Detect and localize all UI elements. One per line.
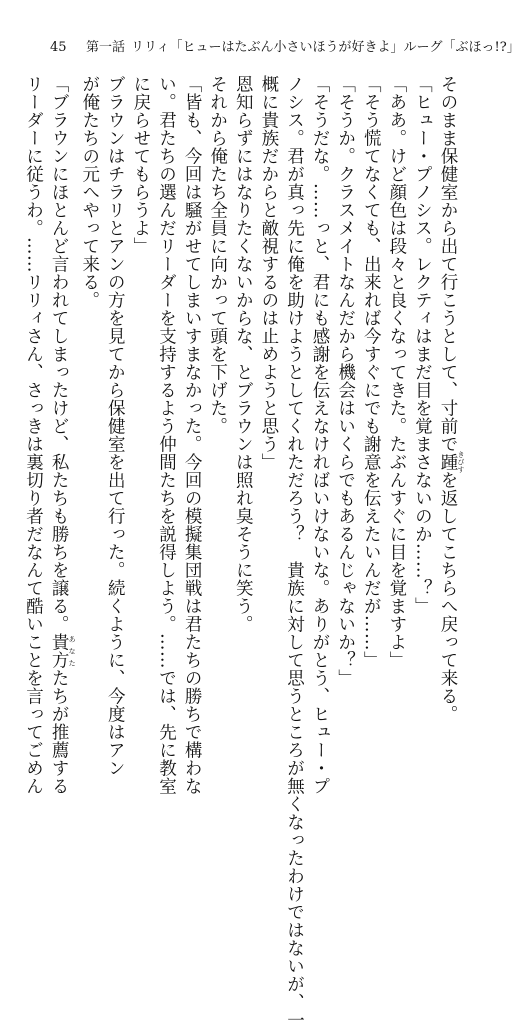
text-line: 概に貴族だからと敵視するのは止めようと思う」	[258, 75, 279, 471]
text-line: に戻らせてもらうよ」	[130, 75, 151, 255]
text-line: 「ああ。けど顔色は段々と良くなってきた。たぶんすぐに目を覚ますよ」	[386, 75, 407, 669]
text-line: 「ヒュー・プノシス。レクティはまだ目を覚まさないのか……？」	[412, 75, 433, 615]
text-line: そのまま保健室から出て行こうとして、寸前で踵 きびすを返してこちらへ戻って来る。	[438, 75, 465, 723]
text-line: それから俺たち全員に向かって頭を下げた。	[207, 75, 228, 435]
text-line: リーダーに従うわ。……リリィさん、さっきは裏切り者だなんて酷いことを言ってごめん	[23, 75, 44, 795]
page-header	[50, 40, 520, 56]
chapter-label: 第一話	[86, 40, 126, 55]
ruby-word: 踵 きびす	[438, 450, 465, 474]
text-line: 「そうだな。……っと、君にも感謝を伝えなければいけないな。ありがとう、ヒュー・プ	[310, 75, 331, 795]
text-line: 恩知らずにはなりたくないからな、とブラウンは照れ臭そうに笑う。	[233, 75, 254, 633]
text-line: ノシス。君が真っ先に俺を助けようとしてくれただろう？ 貴族に対して思うところが無くなったわけではないが、一	[284, 75, 305, 1029]
vertical-body-text	[23, 75, 465, 1029]
text-line: が俺たちの元へやって来る。	[79, 75, 100, 309]
text-line: 「ブラウンにほとんど言われてしまったけど、私たちも勝ちを譲る。貴方 あなたたちが推薦する	[49, 75, 77, 795]
text-line: ブラウンはチラリとアンの方を見てから保健室を出て行った。続くように、今度はアン	[105, 75, 126, 777]
text-line: 「そうか。クラスメイトなんだから機会はいくらでもあるんじゃないか？」	[335, 75, 356, 687]
text-line: 「皆も、今回は騒がせてしまいすまなかった。今回の模擬集団戦は君たちの勝ちで構わな	[182, 75, 203, 795]
text-line: い。君たちの選んだリーダーを支持するよう仲間たちを説得しよう。……では、先に教室	[156, 75, 177, 795]
ruby-word: 貴方 あなた	[49, 633, 77, 669]
page-number: 45	[50, 40, 67, 55]
text-line: 「そう慌てなくても、出来れば今すぐにでも謝意を伝えたいんだが……」	[361, 75, 382, 669]
running-title: リリィ「ヒューはたぶん小さいほうが好きよ」ルーグ「ぶほっ!?」	[131, 40, 520, 55]
